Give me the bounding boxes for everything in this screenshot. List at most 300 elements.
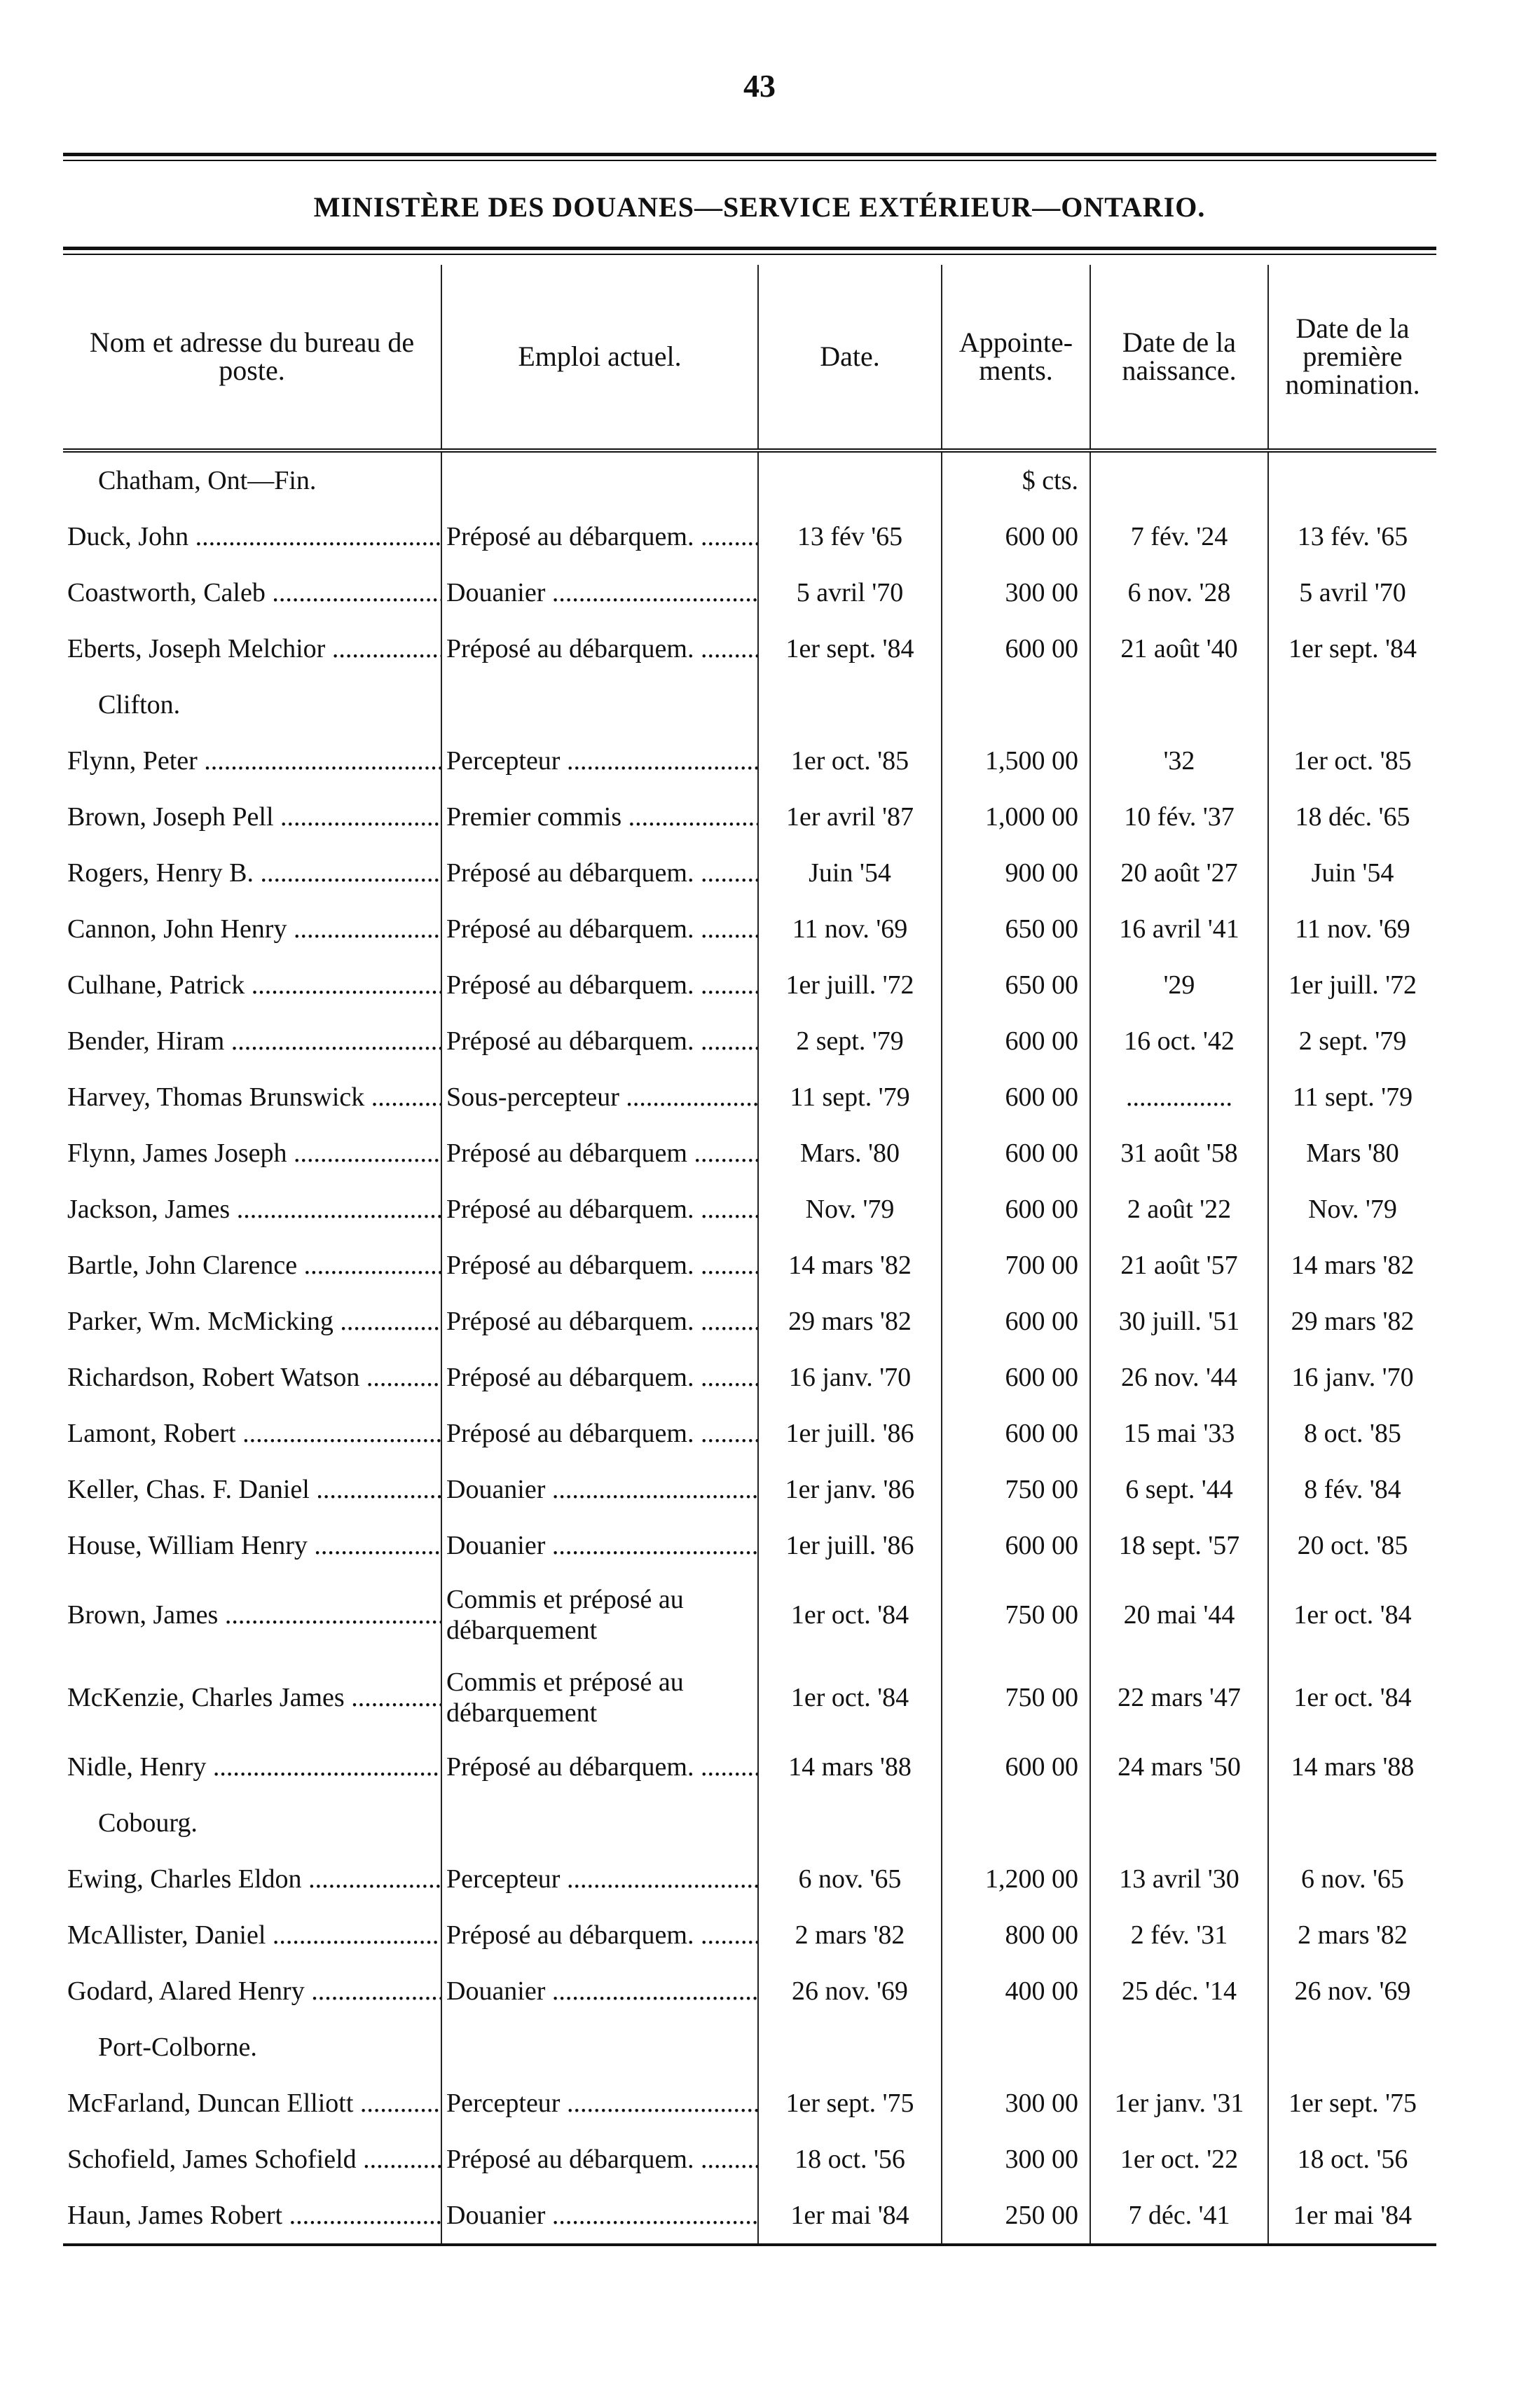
- cell-first-nomination: [1268, 1518, 1436, 1574]
- cell-birth-text: 21 août '40: [1120, 634, 1238, 663]
- cell-first-nomination-text: 14 mars '82: [1291, 1251, 1415, 1280]
- cell-birth-text: 13 avril '30: [1119, 1864, 1239, 1894]
- cell-name-text: Lamont, Robert .....: [67, 1419, 441, 1448]
- title-rule: [63, 247, 1436, 250]
- cell-name-text: McKenzie, Charles James .....: [67, 1683, 441, 1712]
- cell-birth-text: 20 août '27: [1120, 858, 1238, 888]
- cell-job: [441, 1739, 758, 1795]
- cell-name: [63, 677, 441, 733]
- table-row: [63, 1293, 1436, 1349]
- cell-salary-text: 600 00: [1005, 1752, 1078, 1782]
- cell-job: [441, 1518, 758, 1574]
- cell-name-text: Godard, Alared Henry .....: [67, 1976, 441, 2006]
- cell-salary-text: 600 00: [1005, 1363, 1078, 1392]
- cell-date-text: 1er oct. '85: [790, 746, 909, 776]
- cell-salary: [942, 677, 1090, 733]
- cell-name: [63, 1963, 441, 2019]
- cell-salary: [942, 1907, 1090, 1963]
- cell-name-text: McFarland, Duncan Elliott .....: [67, 2089, 441, 2118]
- cell-first-nomination: [1268, 1293, 1436, 1349]
- title-rule-thin: [63, 254, 1436, 255]
- cell-date: [758, 2131, 942, 2187]
- cell-job-text: Commis et préposé au débarquement: [446, 1667, 684, 1728]
- cell-first-nomination-text: 2 sept. '79: [1298, 1026, 1407, 1056]
- cell-date: [758, 845, 942, 901]
- cell-name-text: Cobourg.: [98, 1808, 198, 1838]
- page-title: MINISTÈRE DES DOUANES—SERVICE EXTÉRIEUR—ONTARIO.: [313, 191, 1206, 223]
- cell-name: [63, 1739, 441, 1795]
- cell-salary: [942, 1013, 1090, 1069]
- cell-birth: [1090, 1013, 1268, 1069]
- cell-date-text: 18 oct. '56: [795, 2145, 905, 2174]
- cell-job: [441, 957, 758, 1013]
- cell-date: [758, 1907, 942, 1963]
- cell-salary: [942, 450, 1090, 509]
- cell-date: [758, 2019, 942, 2075]
- cell-name: [63, 1349, 441, 1405]
- cell-name: [63, 1907, 441, 1963]
- cell-name-text: Brown, Joseph Pell .....: [67, 802, 441, 832]
- cell-birth-text: 10 fév. '37: [1124, 802, 1235, 832]
- cell-job: [441, 901, 758, 957]
- cell-first-nomination: [1268, 565, 1436, 621]
- cell-first-nomination: [1268, 677, 1436, 733]
- cell-first-nomination-text: 1er oct. '85: [1293, 746, 1412, 776]
- cell-birth: [1090, 2131, 1268, 2187]
- cell-name-text: Parker, Wm. McMicking .....: [67, 1307, 441, 1336]
- cell-job-text: Douanier .....: [446, 2201, 758, 2230]
- cell-first-nomination-text: 1er oct. '84: [1293, 1600, 1412, 1630]
- cell-birth: [1090, 2075, 1268, 2131]
- cell-first-nomination-text: 26 nov. '69: [1294, 1976, 1411, 2006]
- cell-job-text: Préposé au débarquem. .....: [446, 914, 758, 944]
- cell-first-nomination-text: 29 mars '82: [1291, 1307, 1415, 1336]
- cell-job-text: Percepteur .....: [446, 746, 758, 776]
- cell-date-text: 1er juill. '72: [785, 970, 914, 1000]
- cell-name: [63, 1069, 441, 1125]
- cell-birth: [1090, 2187, 1268, 2243]
- cell-birth-text: 21 août '57: [1120, 1251, 1238, 1280]
- cell-salary-text: 1,200 00: [985, 1864, 1078, 1894]
- cell-date-text: 1er oct. '84: [790, 1683, 909, 1712]
- cell-name: [63, 2131, 441, 2187]
- table-row: [63, 509, 1436, 565]
- staff-table-grid: [63, 265, 1436, 2243]
- cell-birth: [1090, 450, 1268, 509]
- cell-job-text: Douanier .....: [446, 578, 758, 607]
- cell-birth-text: 1er janv. '31: [1114, 2089, 1244, 2118]
- table-row: [63, 789, 1436, 845]
- cell-name: [63, 1656, 441, 1739]
- table-row: [63, 1518, 1436, 1574]
- cell-salary-text: 750 00: [1005, 1600, 1078, 1630]
- cell-salary-text: 900 00: [1005, 858, 1078, 888]
- cell-job: [441, 1181, 758, 1237]
- top-rule-thin: [63, 160, 1436, 161]
- cell-date: [758, 1795, 942, 1851]
- header-salary: Appointe-ments.: [942, 265, 1090, 450]
- cell-job: [441, 789, 758, 845]
- cell-birth-text: 7 fév. '24: [1130, 522, 1228, 551]
- cell-birth-text: '32: [1163, 746, 1195, 776]
- cell-first-nomination: [1268, 1461, 1436, 1518]
- cell-name: [63, 1237, 441, 1293]
- cell-job: [441, 1963, 758, 2019]
- cell-first-nomination: [1268, 789, 1436, 845]
- cell-first-nomination: [1268, 1125, 1436, 1181]
- cell-salary-text: 300 00: [1005, 578, 1078, 607]
- cell-first-nomination: [1268, 1907, 1436, 1963]
- cell-job: [441, 677, 758, 733]
- cell-job: [441, 1795, 758, 1851]
- cell-name: [63, 1125, 441, 1181]
- cell-birth: [1090, 565, 1268, 621]
- cell-salary: [942, 1125, 1090, 1181]
- cell-date-text: 2 mars '82: [795, 1920, 905, 1950]
- cell-birth-text: 18 sept. '57: [1118, 1531, 1240, 1560]
- cell-date: [758, 789, 942, 845]
- cell-job: [441, 2075, 758, 2131]
- cell-birth: [1090, 1574, 1268, 1656]
- cell-job-text: Préposé au débarquem. .....: [446, 1195, 758, 1224]
- cell-date: [758, 733, 942, 789]
- cell-salary-text: 600 00: [1005, 1138, 1078, 1168]
- cell-first-nomination: [1268, 2019, 1436, 2075]
- cell-job-text: Préposé au débarquem. .....: [446, 522, 758, 551]
- cell-name-text: Culhane, Patrick .....: [67, 970, 441, 1000]
- header-job: Emploi actuel.: [441, 265, 758, 450]
- cell-first-nomination-text: 8 oct. '85: [1304, 1419, 1401, 1448]
- cell-salary: [942, 1405, 1090, 1461]
- cell-date: [758, 450, 942, 509]
- table-row: [63, 1125, 1436, 1181]
- cell-date-text: 11 sept. '79: [790, 1082, 910, 1112]
- cell-job: [441, 2019, 758, 2075]
- cell-name: [63, 2075, 441, 2131]
- cell-salary-text: 650 00: [1005, 970, 1078, 1000]
- cell-name-text: Schofield, James Schofield .....: [67, 2145, 441, 2174]
- cell-job: [441, 621, 758, 677]
- cell-salary-text: 600 00: [1005, 1531, 1078, 1560]
- cell-birth: [1090, 1851, 1268, 1907]
- cell-name-text: Richardson, Robert Watson .....: [67, 1363, 441, 1392]
- cell-birth: [1090, 1907, 1268, 1963]
- cell-first-nomination-text: 18 oct. '56: [1297, 2145, 1408, 2174]
- cell-birth: [1090, 509, 1268, 565]
- cell-salary: [942, 1237, 1090, 1293]
- cell-name-text: Jackson, James .....: [67, 1195, 441, 1224]
- table-row: [63, 621, 1436, 677]
- table-row: [63, 1907, 1436, 1963]
- cell-birth-text: 1er oct. '22: [1120, 2145, 1239, 2174]
- cell-salary: [942, 1851, 1090, 1907]
- table-body: [63, 450, 1436, 2243]
- cell-date: [758, 1656, 942, 1739]
- cell-birth-text: 2 août '22: [1127, 1195, 1232, 1224]
- cell-birth-text: 26 nov. '44: [1121, 1363, 1237, 1392]
- cell-first-nomination: [1268, 2075, 1436, 2131]
- cell-birth: [1090, 957, 1268, 1013]
- cell-birth-text: 6 sept. '44: [1125, 1475, 1233, 1504]
- cell-job: [441, 1574, 758, 1656]
- cell-date-text: 14 mars '82: [788, 1251, 912, 1280]
- cell-first-nomination-text: 8 fév. '84: [1304, 1475, 1401, 1504]
- cell-date-text: 1er juill. '86: [785, 1531, 914, 1560]
- table-row: [63, 1237, 1436, 1293]
- cell-salary: [942, 1181, 1090, 1237]
- cell-name: [63, 901, 441, 957]
- cell-job-text: Préposé au débarquem. .....: [446, 970, 758, 1000]
- cell-birth: [1090, 1349, 1268, 1405]
- cell-job: [441, 1349, 758, 1405]
- cell-first-nomination: [1268, 1069, 1436, 1125]
- table-row: [63, 1574, 1436, 1656]
- table-row: [63, 1963, 1436, 2019]
- cell-salary: [942, 2131, 1090, 2187]
- cell-first-nomination: [1268, 1013, 1436, 1069]
- table-row: [63, 2187, 1436, 2243]
- cell-birth-text: 20 mai '44: [1123, 1600, 1235, 1630]
- cell-name: [63, 509, 441, 565]
- cell-salary: [942, 957, 1090, 1013]
- cell-salary-text: 750 00: [1005, 1683, 1078, 1712]
- cell-job: [441, 1405, 758, 1461]
- cell-birth: [1090, 2019, 1268, 2075]
- cell-first-nomination-text: 5 avril '70: [1299, 578, 1406, 607]
- cell-job: [441, 1069, 758, 1125]
- cell-job-text: Douanier .....: [446, 1531, 758, 1560]
- cell-name-text: Coastworth, Caleb .....: [67, 578, 441, 607]
- cell-date-text: 1er avril '87: [785, 802, 914, 832]
- cell-date-text: Mars. '80: [800, 1138, 900, 1168]
- cell-salary-text: 400 00: [1005, 1976, 1078, 2006]
- cell-name-text: Clifton.: [98, 690, 181, 720]
- cell-job: [441, 1907, 758, 1963]
- cell-name: [63, 1181, 441, 1237]
- cell-date-text: Juin '54: [809, 858, 891, 888]
- cell-birth-text: ................: [1126, 1082, 1232, 1112]
- cell-salary-text: 600 00: [1005, 522, 1078, 551]
- cell-salary: [942, 565, 1090, 621]
- cell-birth: [1090, 1405, 1268, 1461]
- cell-salary-text: 300 00: [1005, 2089, 1078, 2118]
- cell-birth-text: 16 avril '41: [1119, 914, 1239, 944]
- cell-salary-text: 600 00: [1005, 1195, 1078, 1224]
- section-row: [63, 2019, 1436, 2075]
- cell-date-text: 5 avril '70: [796, 578, 904, 607]
- cell-job-text: Préposé au débarquem .....: [446, 1138, 758, 1168]
- cell-salary-text: $ cts.: [1022, 466, 1078, 495]
- cell-job: [441, 1851, 758, 1907]
- cell-first-nomination: [1268, 1795, 1436, 1851]
- table-row: [63, 957, 1436, 1013]
- table-header-row: [63, 265, 1436, 450]
- cell-first-nomination: [1268, 1739, 1436, 1795]
- cell-birth-text: 6 nov. '28: [1127, 578, 1231, 607]
- section-row: [63, 1795, 1436, 1851]
- cell-salary-text: 600 00: [1005, 1307, 1078, 1336]
- cell-name: [63, 1574, 441, 1656]
- cell-birth: [1090, 733, 1268, 789]
- cell-date: [758, 1518, 942, 1574]
- cell-date: [758, 901, 942, 957]
- cell-date-text: 1er oct. '84: [790, 1600, 909, 1630]
- cell-first-nomination-text: 1er sept. '75: [1288, 2089, 1417, 2118]
- cell-job-text: Préposé au débarquem. .....: [446, 1920, 758, 1950]
- cell-name: [63, 957, 441, 1013]
- cell-date: [758, 1851, 942, 1907]
- cell-salary: [942, 1574, 1090, 1656]
- cell-job-text: Préposé au débarquem. .....: [446, 1752, 758, 1782]
- cell-name-text: Flynn, Peter .....: [67, 746, 441, 776]
- cell-salary: [942, 1795, 1090, 1851]
- cell-birth-text: 24 mars '50: [1118, 1752, 1241, 1782]
- table-row: [63, 1851, 1436, 1907]
- cell-job: [441, 1461, 758, 1518]
- cell-job: [441, 1013, 758, 1069]
- cell-job-text: Préposé au débarquem. .....: [446, 1419, 758, 1448]
- cell-name-text: Keller, Chas. F. Daniel .....: [67, 1475, 441, 1504]
- cell-first-nomination: [1268, 1851, 1436, 1907]
- cell-birth: [1090, 621, 1268, 677]
- table-row: [63, 1013, 1436, 1069]
- cell-salary-text: 600 00: [1005, 1082, 1078, 1112]
- cell-job-text: Douanier .....: [446, 1475, 758, 1504]
- cell-salary-text: 750 00: [1005, 1475, 1078, 1504]
- cell-job: [441, 509, 758, 565]
- cell-name: [63, 1795, 441, 1851]
- header-name: Nom et adresse du bureau de poste.: [63, 265, 441, 450]
- cell-first-nomination: [1268, 1181, 1436, 1237]
- cell-date-text: 2 sept. '79: [796, 1026, 904, 1056]
- cell-birth: [1090, 1656, 1268, 1739]
- cell-birth: [1090, 1461, 1268, 1518]
- cell-salary: [942, 1069, 1090, 1125]
- cell-salary: [942, 509, 1090, 565]
- cell-salary: [942, 901, 1090, 957]
- cell-job-text: Préposé au débarquem. .....: [446, 1307, 758, 1336]
- section-row: [63, 677, 1436, 733]
- cell-first-nomination-text: Mars '80: [1306, 1138, 1399, 1168]
- cell-salary: [942, 2019, 1090, 2075]
- cell-name-text: Flynn, James Joseph .....: [67, 1138, 441, 1168]
- cell-name: [63, 789, 441, 845]
- cell-date: [758, 621, 942, 677]
- cell-first-nomination-text: Juin '54: [1311, 858, 1394, 888]
- header-first-nomination: Date de la première nomination.: [1268, 265, 1436, 450]
- cell-birth: [1090, 1237, 1268, 1293]
- cell-date: [758, 677, 942, 733]
- cell-salary-text: 300 00: [1005, 2145, 1078, 2174]
- cell-first-nomination-text: 1er oct. '84: [1293, 1683, 1412, 1712]
- table-row: [63, 1349, 1436, 1405]
- cell-name-text: Brown, James .....: [67, 1600, 441, 1630]
- cell-job-text: Commis et préposé au débarquement: [446, 1585, 684, 1645]
- cell-salary: [942, 1461, 1090, 1518]
- cell-date: [758, 1461, 942, 1518]
- cell-job-text: Percepteur .....: [446, 2089, 758, 2118]
- cell-first-nomination: [1268, 1574, 1436, 1656]
- cell-name-text: Nidle, Henry .....: [67, 1752, 441, 1782]
- table-row: [63, 1461, 1436, 1518]
- cell-job-text: Préposé au débarquem. .....: [446, 858, 758, 888]
- cell-first-nomination-text: 6 nov. '65: [1301, 1864, 1404, 1894]
- cell-salary-text: 1,500 00: [985, 746, 1078, 776]
- cell-first-nomination-text: Nov. '79: [1308, 1195, 1397, 1224]
- cell-job: [441, 565, 758, 621]
- cell-name-text: Ewing, Charles Eldon .....: [67, 1864, 441, 1894]
- cell-job: [441, 1237, 758, 1293]
- cell-date: [758, 1181, 942, 1237]
- cell-job-text: Préposé au débarquem. .....: [446, 634, 758, 663]
- header-birth: Date de la naissance.: [1090, 265, 1268, 450]
- cell-salary-text: 250 00: [1005, 2201, 1078, 2230]
- table-row: [63, 565, 1436, 621]
- cell-date-text: 16 janv. '70: [788, 1363, 912, 1392]
- cell-birth: [1090, 1739, 1268, 1795]
- cell-name: [63, 1013, 441, 1069]
- cell-birth: [1090, 845, 1268, 901]
- cell-date: [758, 1125, 942, 1181]
- cell-date-text: 11 nov. '69: [792, 914, 908, 944]
- cell-name: [63, 2019, 441, 2075]
- cell-first-nomination-text: 2 mars '82: [1298, 1920, 1408, 1950]
- cell-job-text: Sous-percepteur .....: [446, 1082, 758, 1112]
- cell-birth-text: 15 mai '33: [1123, 1419, 1235, 1448]
- cell-name-text: Haun, James Robert .....: [67, 2201, 441, 2230]
- cell-name-text: Bender, Hiram .....: [67, 1026, 441, 1056]
- cell-salary: [942, 1518, 1090, 1574]
- cell-salary: [942, 1739, 1090, 1795]
- cell-first-nomination: [1268, 509, 1436, 565]
- cell-birth: [1090, 1963, 1268, 2019]
- table-row: [63, 1181, 1436, 1237]
- cell-salary: [942, 845, 1090, 901]
- cell-job: [441, 1293, 758, 1349]
- cell-birth-text: 31 août '58: [1120, 1138, 1238, 1168]
- cell-salary: [942, 1293, 1090, 1349]
- bottom-rule: [63, 2243, 1436, 2246]
- cell-salary-text: 800 00: [1005, 1920, 1078, 1950]
- cell-first-nomination-text: 11 nov. '69: [1295, 914, 1410, 944]
- table-row: [63, 901, 1436, 957]
- cell-first-nomination: [1268, 1656, 1436, 1739]
- cell-job-text: Préposé au débarquem. .....: [446, 1251, 758, 1280]
- cell-birth-text: 2 fév. '31: [1130, 1920, 1228, 1950]
- top-rule: [63, 153, 1436, 156]
- cell-first-nomination: [1268, 845, 1436, 901]
- cell-date-text: 29 mars '82: [788, 1307, 912, 1336]
- cell-date-text: 1er janv. '86: [785, 1475, 915, 1504]
- table-row: [63, 2131, 1436, 2187]
- cell-birth-text: 25 déc. '14: [1121, 1976, 1237, 2006]
- cell-name: [63, 845, 441, 901]
- cell-first-nomination-text: 20 oct. '85: [1297, 1531, 1408, 1560]
- cell-salary-text: 1,000 00: [985, 802, 1078, 832]
- cell-date-text: 13 fév '65: [797, 522, 903, 551]
- cell-birth-text: 16 oct. '42: [1124, 1026, 1235, 1056]
- cell-date-text: 1er sept. '75: [785, 2089, 914, 2118]
- cell-salary: [942, 621, 1090, 677]
- cell-date: [758, 1069, 942, 1125]
- cell-date: [758, 1349, 942, 1405]
- cell-name-text: Eberts, Joseph Melchior .....: [67, 634, 441, 663]
- page-number: 43: [743, 68, 776, 104]
- table-row: [63, 845, 1436, 901]
- cell-name: [63, 1461, 441, 1518]
- cell-job-text: Premier commis .....: [446, 802, 758, 832]
- cell-birth-text: 7 déc. '41: [1128, 2201, 1230, 2230]
